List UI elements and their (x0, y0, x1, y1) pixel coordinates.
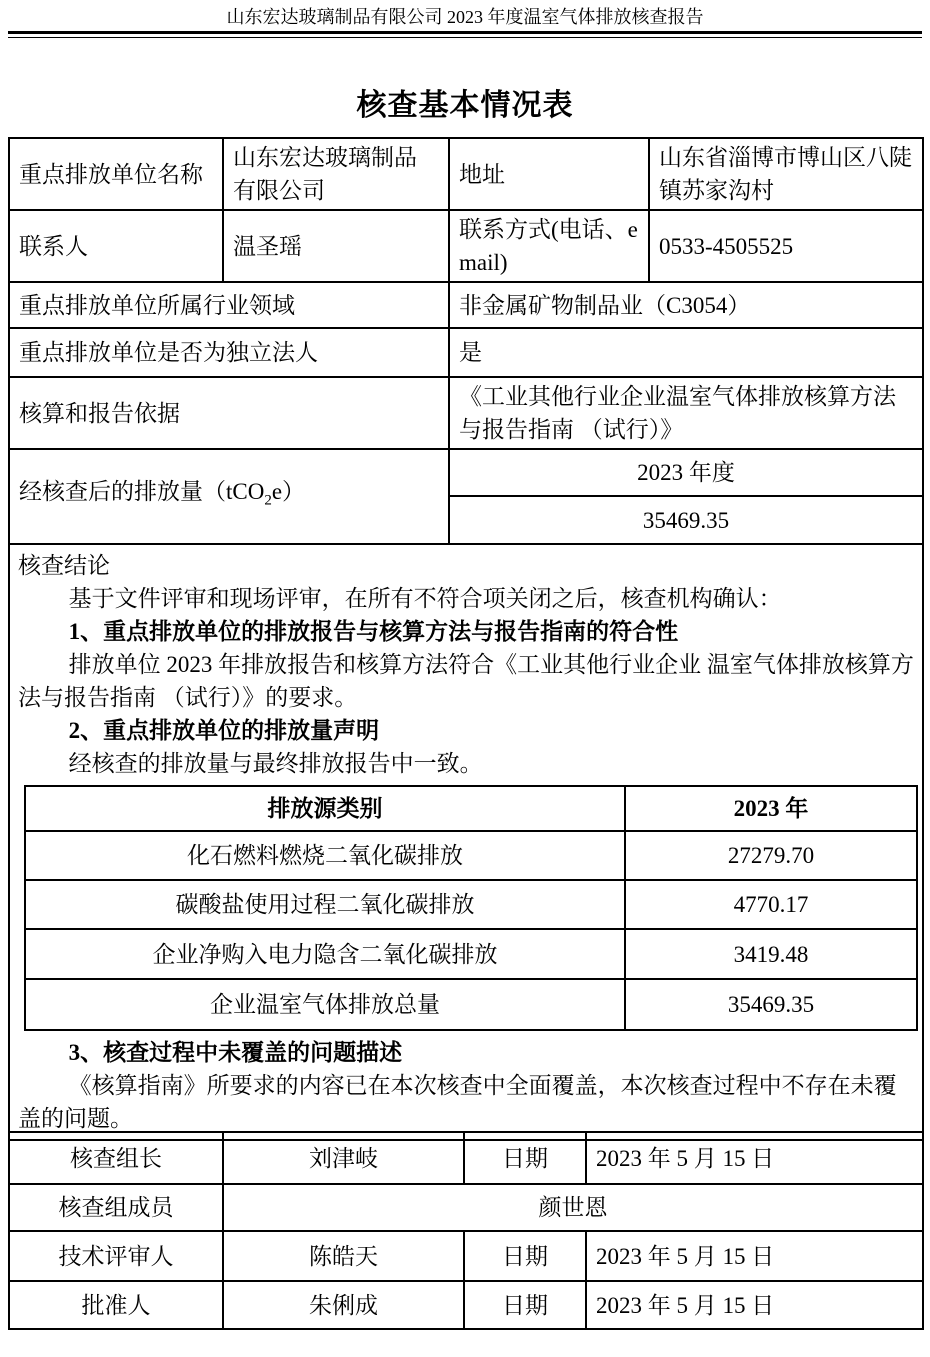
emission-row-electricity-value: 3419.48 (625, 929, 917, 979)
table-row (9, 1132, 923, 1184)
conclusion-intro: 基于文件评审和现场评审，在所有不符合项关闭之后，核查机构确认： (68, 586, 782, 611)
verified-emission-label-post: e） (271, 479, 306, 505)
emission-row-total-label: 企业温室气体排放总量 (25, 979, 625, 1030)
signoff-reviewer-date: 2023 年 5 月 15 日 (586, 1231, 923, 1281)
signoff-leader-date-label: 日期 (464, 1132, 586, 1184)
table-row (9, 449, 923, 496)
emission-table-header-year: 2023 年 (625, 786, 917, 831)
signoff-approver-date: 2023 年 5 月 15 日 (586, 1281, 923, 1329)
emission-row-fossil-value: 27279.70 (625, 831, 917, 880)
signoff-reviewer-name: 陈皓天 (223, 1231, 464, 1281)
table-row (25, 979, 917, 1030)
basis-label: 核算和报告依据 (9, 377, 449, 449)
verified-emission-value: 35469.35 (449, 496, 923, 544)
unit-name-value: 山东宏达玻璃制品有限公司 (223, 138, 449, 210)
conclusion-item1-body: 排放单位 2023 年排放报告和核算方法符合《工业其他行业企业 温室气体排放核算方法与报告指南 （试行）》的要求。 (18, 652, 914, 710)
verified-emission-label-sub: 2 (264, 492, 272, 509)
legal-person-value: 是 (449, 328, 923, 377)
signoff-leader-role: 核查组长 (9, 1132, 223, 1184)
signoff-reviewer-role: 技术评审人 (9, 1231, 223, 1281)
table-row (9, 328, 923, 377)
signoff-table (8, 1131, 924, 1330)
table-row (9, 138, 923, 210)
table-row (25, 786, 917, 831)
table-row (9, 544, 923, 1140)
contact-name-value: 温圣瑶 (223, 210, 449, 282)
conclusion-item3-body: 《核算指南》所要求的内容已在本次核查中全面覆盖，本次核查过程中不存在未覆盖的问题。 (18, 1073, 897, 1131)
table-row (9, 1184, 923, 1231)
verified-emission-label-pre: 经核查后的排放量（tCO (19, 479, 265, 505)
table-row (9, 282, 923, 328)
emission-row-total-value: 35469.35 (625, 979, 917, 1030)
signoff-member-name: 颜世恩 (223, 1184, 923, 1231)
emission-row-fossil-label: 化石燃料燃烧二氧化碳排放 (25, 831, 625, 880)
conclusion-item2-body: 经核查的排放量与最终排放报告中一致。 (68, 751, 483, 776)
report-header-title: 山东宏达玻璃制品有限公司 2023 年度温室气体排放核查报告 (226, 7, 704, 27)
signoff-approver-role: 批准人 (9, 1281, 223, 1329)
emission-row-carbonate-value: 4770.17 (625, 880, 917, 929)
conclusion-item3-title: 3、核查过程中未覆盖的问题描述 (68, 1040, 403, 1065)
industry-value: 非金属矿物制品业（C3054） (449, 282, 923, 328)
conclusion-cell (9, 544, 923, 1140)
signoff-approver-name: 朱俐成 (223, 1281, 464, 1329)
contact-phone-value: 0533-4505525 (649, 210, 923, 282)
basic-info-table (8, 137, 924, 1141)
table-row (9, 1231, 923, 1281)
signoff-reviewer-date-label: 日期 (464, 1231, 586, 1281)
table-row (25, 929, 917, 979)
conclusion-item2-title: 2、重点排放单位的排放量声明 (68, 718, 380, 743)
emission-row-carbonate-label: 碳酸盐使用过程二氧化碳排放 (25, 880, 625, 929)
contact-method-label: 联系方式(电话、email) (449, 210, 649, 282)
emission-source-table (24, 785, 918, 1031)
table-row (9, 1281, 923, 1329)
address-value: 山东省淄博市博山区八陡镇苏家沟村 (649, 138, 923, 210)
address-label: 地址 (449, 138, 649, 210)
signoff-member-role: 核查组成员 (9, 1184, 223, 1231)
emission-table-header-category: 排放源类别 (25, 786, 625, 831)
page-title: 核查基本情况表 (356, 89, 574, 122)
industry-label: 重点排放单位所属行业领域 (9, 282, 449, 328)
table-row (9, 377, 923, 449)
basis-value: 《工业其他行业企业温室气体排放核算方法与报告指南 （试行）》 (449, 377, 923, 449)
table-row (9, 210, 923, 282)
signoff-leader-date: 2023 年 5 月 15 日 (586, 1132, 923, 1184)
verified-emission-label (9, 449, 449, 544)
verified-emission-year: 2023 年度 (449, 449, 923, 496)
emission-row-electricity-label: 企业净购入电力隐含二氧化碳排放 (25, 929, 625, 979)
unit-name-label: 重点排放单位名称 (9, 138, 223, 210)
contact-label: 联系人 (9, 210, 223, 282)
legal-person-label: 重点排放单位是否为独立法人 (9, 328, 449, 377)
signoff-leader-name: 刘津岐 (223, 1132, 464, 1184)
conclusion-item1-title: 1、重点排放单位的排放报告与核算方法与报告指南的符合性 (68, 619, 679, 644)
table-row (25, 831, 917, 880)
header-divider-rule (8, 31, 922, 38)
table-row (25, 880, 917, 929)
conclusion-heading: 核查结论 (18, 553, 110, 578)
signoff-approver-date-label: 日期 (464, 1281, 586, 1329)
